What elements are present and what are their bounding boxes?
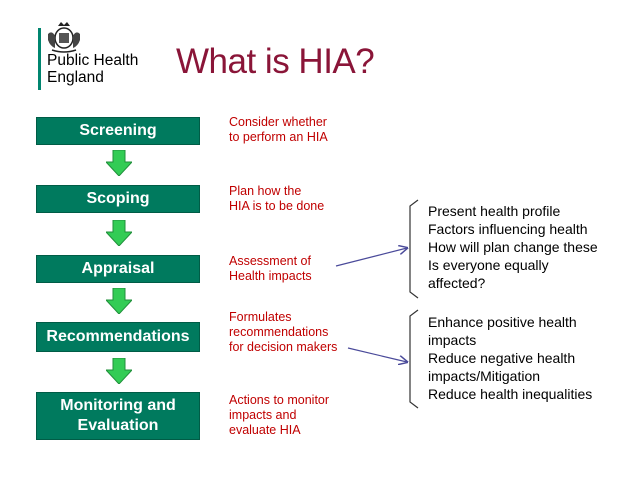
step-recommendations: Recommendations bbox=[36, 322, 200, 352]
appraisal-bracket bbox=[410, 200, 418, 298]
description-screening: Consider whether to perform an HIA bbox=[229, 115, 328, 144]
appraisal-callout: Present health profile Factors influencing health How will plan change these Is everyone equally affected? bbox=[428, 203, 598, 291]
page-title: What is HIA? bbox=[176, 42, 375, 81]
appraisal-connector-arrow bbox=[336, 248, 407, 266]
org-line-1: Public Health bbox=[47, 52, 139, 69]
description-monitoring: Actions to monitor impacts and evaluate HIA bbox=[229, 393, 330, 437]
recommendations-callout: Enhance positive health impacts Reduce negative health impacts/Mitigation Reduce health inequalities bbox=[428, 314, 593, 402]
step-scoping: Scoping bbox=[36, 185, 200, 213]
step-monitoring-evaluation: Monitoring and Evaluation bbox=[36, 392, 200, 440]
org-line-2: England bbox=[47, 69, 104, 86]
step-screening: Screening bbox=[36, 117, 200, 145]
recommendations-connector-arrow bbox=[348, 348, 407, 362]
description-appraisal: Assessment of Health impacts bbox=[229, 254, 312, 283]
description-scoping: Plan how the HIA is to be done bbox=[229, 184, 325, 213]
recommendations-bracket bbox=[410, 310, 418, 408]
step-appraisal: Appraisal bbox=[36, 255, 200, 283]
description-recommendations: Formulates recommendations for decision makers bbox=[229, 310, 338, 354]
